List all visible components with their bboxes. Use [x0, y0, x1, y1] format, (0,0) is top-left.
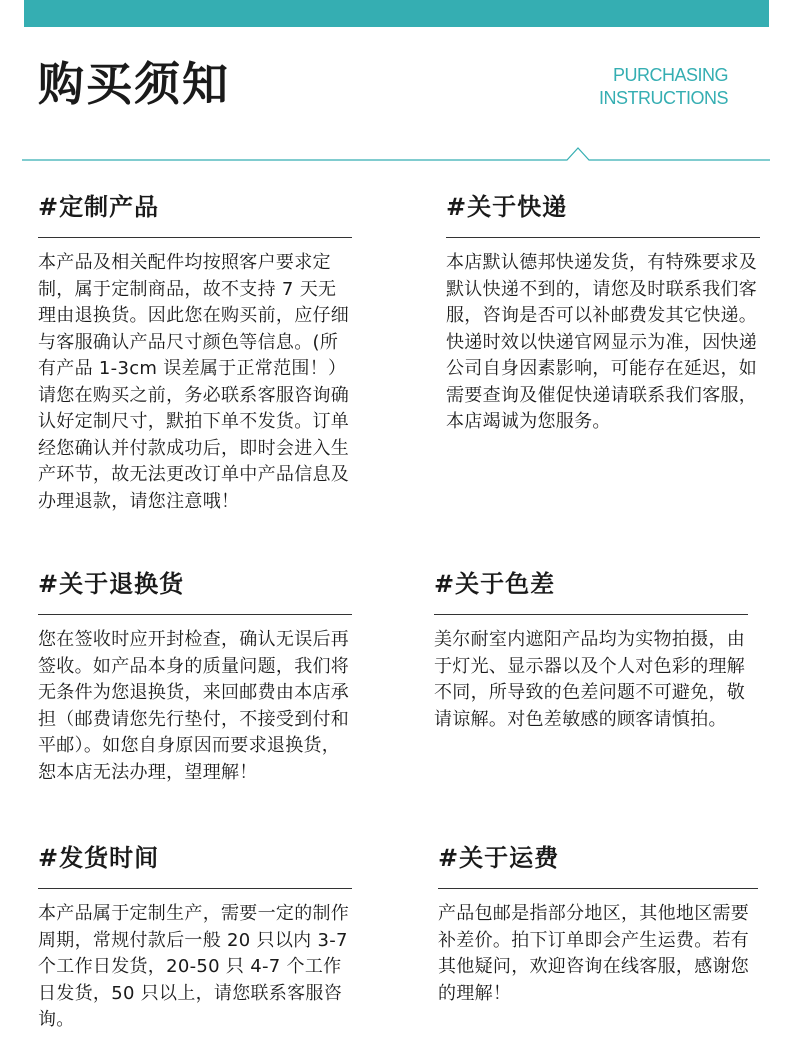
page-subtitle — [560, 64, 728, 110]
section-shipping-time — [38, 842, 352, 1034]
page-title: 购买须知 — [38, 57, 230, 111]
header-divider — [22, 146, 770, 166]
section-divider — [38, 237, 352, 238]
section-body: 产品包邮是指部分地区，其他地区需要补差价。拍下订单即会产生运费。若有其他疑问，欢迎咨询在线客服，感谢您的理解！ — [438, 903, 750, 1004]
section-color-difference — [434, 568, 748, 733]
section-divider — [38, 888, 352, 889]
section-title: #关于退换货 — [38, 570, 185, 598]
section-divider — [434, 614, 748, 615]
section-title: #关于快递 — [446, 193, 568, 221]
section-body: 本产品及相关配件均按照客户要求定制，属于定制商品，故不支持 7 天无理由退换货。因此您在购买前，应仔细与客服确认产品尺寸颜色等信息。(所有产品 1-3cm 误差属于正常范围！）请您在购买之前，务必联系客服咨询确认好定制尺寸，默拍下单不发货。订单经您确认并付款成功后，即时会进入生产环节，故无法更改订单中产品信息及办理退款，请您注意哦！ — [38, 252, 350, 512]
top-accent-bar — [24, 0, 769, 27]
section-divider — [38, 614, 352, 615]
section-custom-products — [38, 191, 352, 515]
section-body: 本产品属于定制生产，需要一定的制作周期，常规付款后一般 20 只以内 3-7 个工作日发货，20-50 只 4-7 个工作日发货，50 只以上，请您联系客服咨询。 — [38, 903, 350, 1030]
section-divider — [438, 888, 758, 889]
section-title: #关于运费 — [438, 844, 560, 872]
section-shipping-fee — [438, 842, 758, 1007]
section-body: 本店默认德邦快递发货，有特殊要求及默认快递不到的，请您及时联系我们客服，咨询是否可以补邮费发其它快递。快递时效以快递官网显示为准，因快递公司自身因素影响，可能存在延迟，如需要查询及催促快递请联系我们客服，本店竭诚为您服务。 — [446, 252, 758, 432]
section-body: 美尔耐室内遮阳产品均为实物拍摄，由于灯光、显示器以及个人对色彩的理解不同，所导致的色差问题不可避免，敬请谅解。对色差敏感的顾客请慎拍。 — [434, 629, 746, 730]
section-body: 您在签收时应开封检查，确认无误后再签收。如产品本身的质量问题，我们将无条件为您退换货，来回邮费由本店承担（邮费请您先行垫付，不接受到付和平邮）。如您自身原因而要求退换货，恕本店无法办理，望理解！ — [38, 629, 350, 783]
section-title: #关于色差 — [434, 570, 556, 598]
section-returns — [38, 568, 352, 786]
subtitle-line-1: PURCHASING — [612, 65, 728, 85]
section-express-delivery — [446, 191, 760, 436]
section-title: #发货时间 — [38, 844, 160, 872]
section-divider — [446, 237, 760, 238]
section-title: #定制产品 — [38, 193, 160, 221]
subtitle-line-2: INSTRUCTIONS — [599, 88, 728, 108]
